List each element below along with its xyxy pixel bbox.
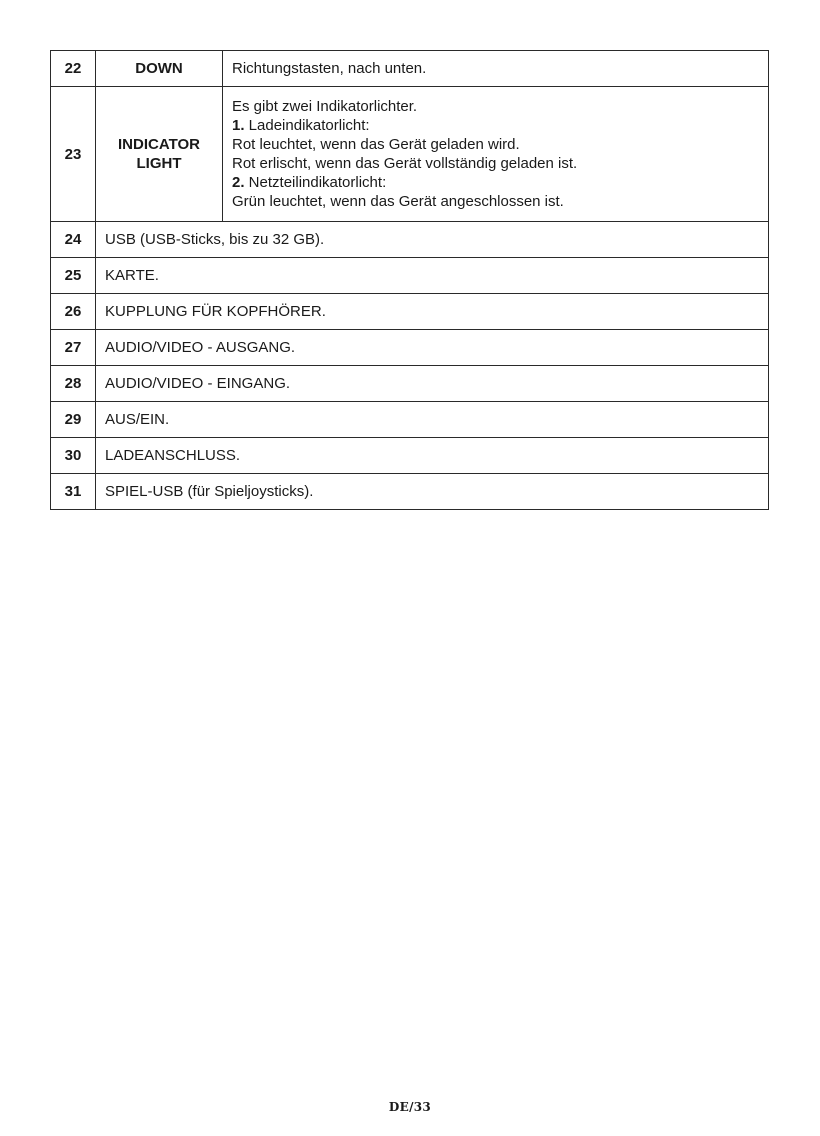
desc-item-2-line: Grün leuchtet, wenn das Gerät angeschlossen ist.	[232, 193, 564, 210]
row-description: KUPPLUNG FÜR KOPFHÖRER.	[96, 294, 769, 330]
desc-item-1-number: 1.	[232, 117, 245, 134]
row-number: 27	[51, 330, 96, 366]
desc-item-1-line: Rot leuchtet, wenn das Gerät geladen wird.	[232, 136, 520, 153]
row-number: 31	[51, 474, 96, 510]
table-row	[51, 87, 769, 222]
table-row	[51, 366, 769, 402]
row-description: AUS/EIN.	[96, 402, 769, 438]
table-row	[51, 474, 769, 510]
row-description: Richtungstasten, nach unten.	[223, 51, 769, 87]
table-row	[51, 330, 769, 366]
table-row	[51, 258, 769, 294]
table-row	[51, 294, 769, 330]
desc-item-2-number: 2.	[232, 174, 245, 191]
row-number: 29	[51, 402, 96, 438]
row-number: 23	[51, 87, 96, 222]
desc-item-2-title: Netzteilindikatorlicht:	[244, 174, 387, 191]
row-name	[96, 87, 223, 222]
desc-item-1-heading	[232, 116, 759, 135]
table-row	[51, 222, 769, 258]
row-number: 24	[51, 222, 96, 258]
desc-item-2-heading	[232, 173, 759, 192]
table-row	[51, 402, 769, 438]
row-name-line: LIGHT	[136, 155, 182, 172]
row-number: 30	[51, 438, 96, 474]
row-description	[223, 87, 769, 222]
page-number: DE/33	[388, 1100, 432, 1114]
row-description: LADEANSCHLUSS.	[96, 438, 769, 474]
row-description: SPIEL-USB (für Spieljoysticks).	[96, 474, 769, 510]
row-description: USB (USB-Sticks, bis zu 32 GB).	[96, 222, 769, 258]
row-number: 25	[51, 258, 96, 294]
row-description: KARTE.	[96, 258, 769, 294]
row-description: AUDIO/VIDEO - EINGANG.	[96, 366, 769, 402]
desc-intro: Es gibt zwei Indikatorlichter.	[232, 98, 418, 115]
row-number: 28	[51, 366, 96, 402]
spec-table	[50, 50, 769, 510]
row-name: DOWN	[96, 51, 223, 87]
row-number: 26	[51, 294, 96, 330]
row-number: 22	[51, 51, 96, 87]
row-description: AUDIO/VIDEO - AUSGANG.	[96, 330, 769, 366]
desc-item-1-line: Rot erlischt, wenn das Gerät vollständig geladen ist.	[232, 155, 578, 172]
desc-item-1-title: Ladeindikatorlicht:	[244, 117, 370, 134]
row-name-line: INDICATOR	[118, 136, 200, 153]
table-row	[51, 438, 769, 474]
table-row	[51, 51, 769, 87]
